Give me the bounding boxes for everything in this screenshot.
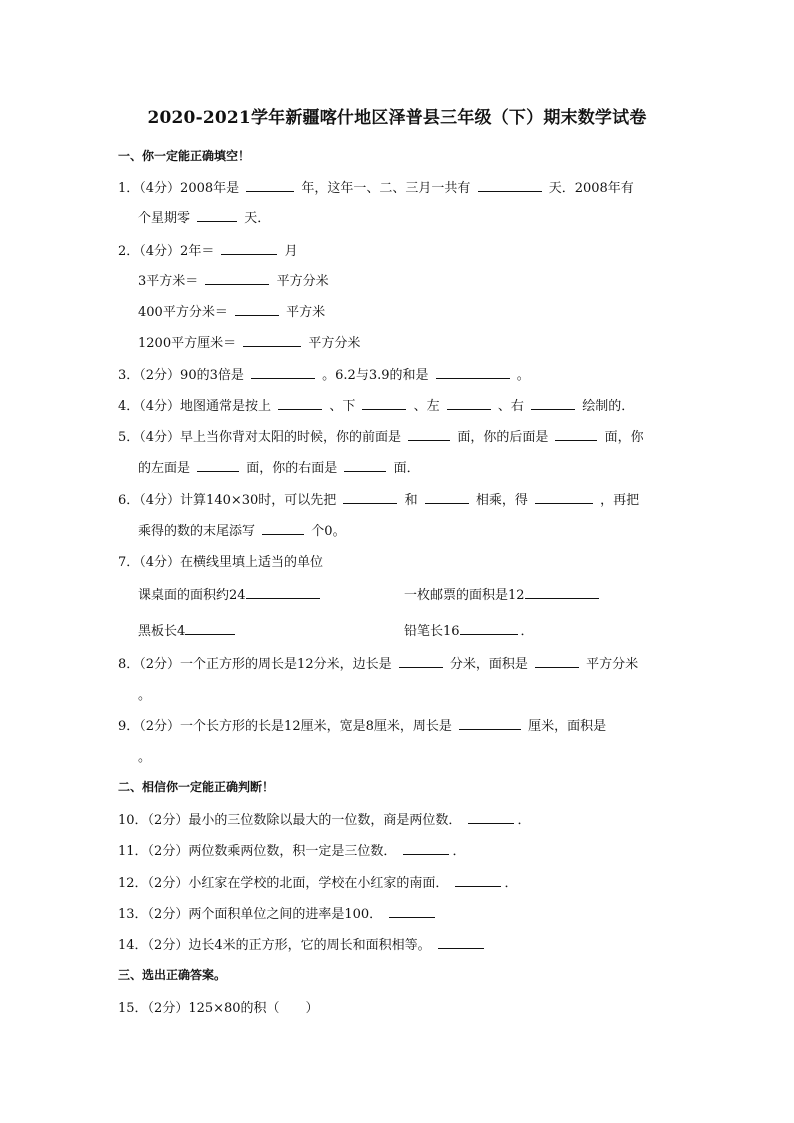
answer-blank[interactable] [478,179,542,192]
question-2-line-3 [138,301,325,320]
section-heading-fill-in: 一、你一定能正确填空！ [118,149,251,163]
question-2-line-4 [138,332,360,351]
answer-blank[interactable] [235,303,279,316]
question-7-item-desk [138,584,323,603]
answer-blank[interactable] [221,242,277,255]
section-heading-judge: 二、相信你一定能正确判断！ [118,780,275,794]
question-text: 月 [284,244,298,259]
question-text: 面，你的后面是 [457,430,549,445]
question-text: 一枚邮票的面积是12 [404,588,525,603]
question-1-line-2 [138,207,270,226]
question-13 [118,903,438,922]
page-title: 2020-2021学年新疆喀什地区泽普县三年级（下）期末数学试卷 [147,108,647,128]
question-text: 个星期零 [138,211,191,226]
answer-blank[interactable] [447,397,491,410]
question-text: 1200平方厘米＝ [138,336,237,351]
question-text: 。6.2与3.9的和是 [322,368,429,383]
question-9-line-2: 。 [138,750,152,765]
answer-blank[interactable] [278,397,322,410]
question-3 [118,364,530,383]
question-text: 3．（2分）90的3倍是 [118,368,244,383]
question-14 [118,934,487,953]
question-5-line-1 [118,426,644,445]
question-text: 11．（2分）两位数乘两位数，积一定是三位数． [118,844,397,859]
question-12 [118,872,517,891]
answer-blank[interactable] [185,622,235,635]
answer-blank[interactable] [535,655,579,668]
question-6-line-1 [118,489,639,508]
question-8-line-2: 。 [138,688,152,703]
answer-blank[interactable] [197,459,239,472]
question-15: 15．（2分）125×80的积（ ） [118,1001,319,1016]
question-text: 2．（4分）2年＝ [118,244,215,259]
question-text: 3平方米＝ [138,274,199,289]
answer-blank[interactable] [205,272,269,285]
question-11 [118,840,465,859]
question-text: ． [520,624,534,639]
answer-blank[interactable] [343,491,397,504]
question-text: 。 [516,368,530,383]
question-5-line-2 [138,457,420,476]
question-text: 相乘，得 [475,493,528,508]
question-text: 的左面是 [138,461,191,476]
question-7-item-pencil [404,620,534,639]
answer-blank[interactable] [243,334,301,347]
question-8-line-1 [118,653,638,672]
question-text: 400平方分米＝ [138,305,228,320]
question-text: 平方米 [286,305,326,320]
question-6-line-2 [138,520,346,539]
question-text: 、右 [497,399,524,414]
answer-blank[interactable] [438,936,484,949]
question-text: 12．（2分）小红家在学校的北面，学校在小红家的南面． [118,876,449,891]
question-text: ． [517,813,531,828]
question-text: 分米，面积是 [449,657,528,672]
question-text: 5．（4分）早上当你背对太阳的时候，你的前面是 [118,430,402,445]
answer-blank[interactable] [246,586,320,599]
answer-blank[interactable] [246,179,294,192]
question-text: 个0。 [311,524,346,539]
question-text: 、左 [413,399,440,414]
answer-blank[interactable] [535,491,593,504]
answer-blank[interactable] [403,842,449,855]
question-4 [118,395,634,414]
question-text: 天．2008年有 [548,181,634,196]
answer-blank[interactable] [197,209,237,222]
answer-blank[interactable] [389,905,435,918]
question-text: 面． [393,461,420,476]
answer-blank[interactable] [436,366,510,379]
question-1-line-1 [118,177,634,196]
question-text: 厘米，面积是 [528,719,607,734]
question-text: 10．（2分）最小的三位数除以最大的一位数，商是两位数． [118,813,462,828]
answer-blank[interactable] [425,491,469,504]
answer-blank[interactable] [459,717,521,730]
question-text: 天． [244,211,271,226]
question-text: 1．（4分）2008年是 [118,181,240,196]
question-9-line-1 [118,715,606,734]
question-text: 9．（2分）一个长方形的长是12厘米，宽是8厘米，周长是 [118,719,452,734]
answer-blank[interactable] [531,397,575,410]
question-text: 乘得的数的末尾添写 [138,524,256,539]
answer-blank[interactable] [399,655,443,668]
question-7-item-stamp [404,584,602,603]
question-text: 绘制的． [582,399,635,414]
question-text: 年，这年一、二、三月一共有 [301,181,471,196]
answer-blank[interactable] [555,428,597,441]
question-text: 平方分米 [308,336,361,351]
answer-blank[interactable] [460,622,518,635]
question-text: 6．（4分）计算140×30时，可以先把 [118,493,337,508]
answer-blank[interactable] [468,811,514,824]
answer-blank[interactable] [344,459,386,472]
question-7-item-blackboard [138,620,238,639]
question-text: ． [504,876,518,891]
question-text: 14．（2分）边长4米的正方形，它的周长和面积相等。 [118,938,431,953]
question-text: 平方分米 [586,657,639,672]
answer-blank[interactable] [525,586,599,599]
answer-blank[interactable] [455,874,501,887]
question-text: 黑板长4 [138,624,186,639]
answer-blank[interactable] [262,522,304,535]
answer-blank[interactable] [251,366,315,379]
question-text: 13．（2分）两个面积单位之间的进率是100． [118,907,383,922]
question-2-line-2 [138,270,329,289]
question-text: 平方分米 [276,274,329,289]
question-text: 铅笔长16 [404,624,460,639]
question-text: ，再把 [600,493,640,508]
question-text: 8．（2分）一个正方形的周长是12分米，边长是 [118,657,392,672]
question-text: 课桌面的面积约24 [138,588,246,603]
question-text: 面，你的右面是 [246,461,338,476]
section-heading-choice: 三、选出正确答案。 [118,968,227,982]
question-7: 7．（4分）在横线里填上适当的单位 [118,555,324,570]
answer-blank[interactable] [408,428,450,441]
question-text: 面，你 [604,430,644,445]
question-text: ． [452,844,466,859]
question-2-line-1 [118,240,298,259]
question-text: 、下 [329,399,356,414]
answer-blank[interactable] [362,397,406,410]
question-10 [118,809,530,828]
question-text: 和 [404,493,418,508]
question-text: 4．（4分）地图通常是按上 [118,399,272,414]
